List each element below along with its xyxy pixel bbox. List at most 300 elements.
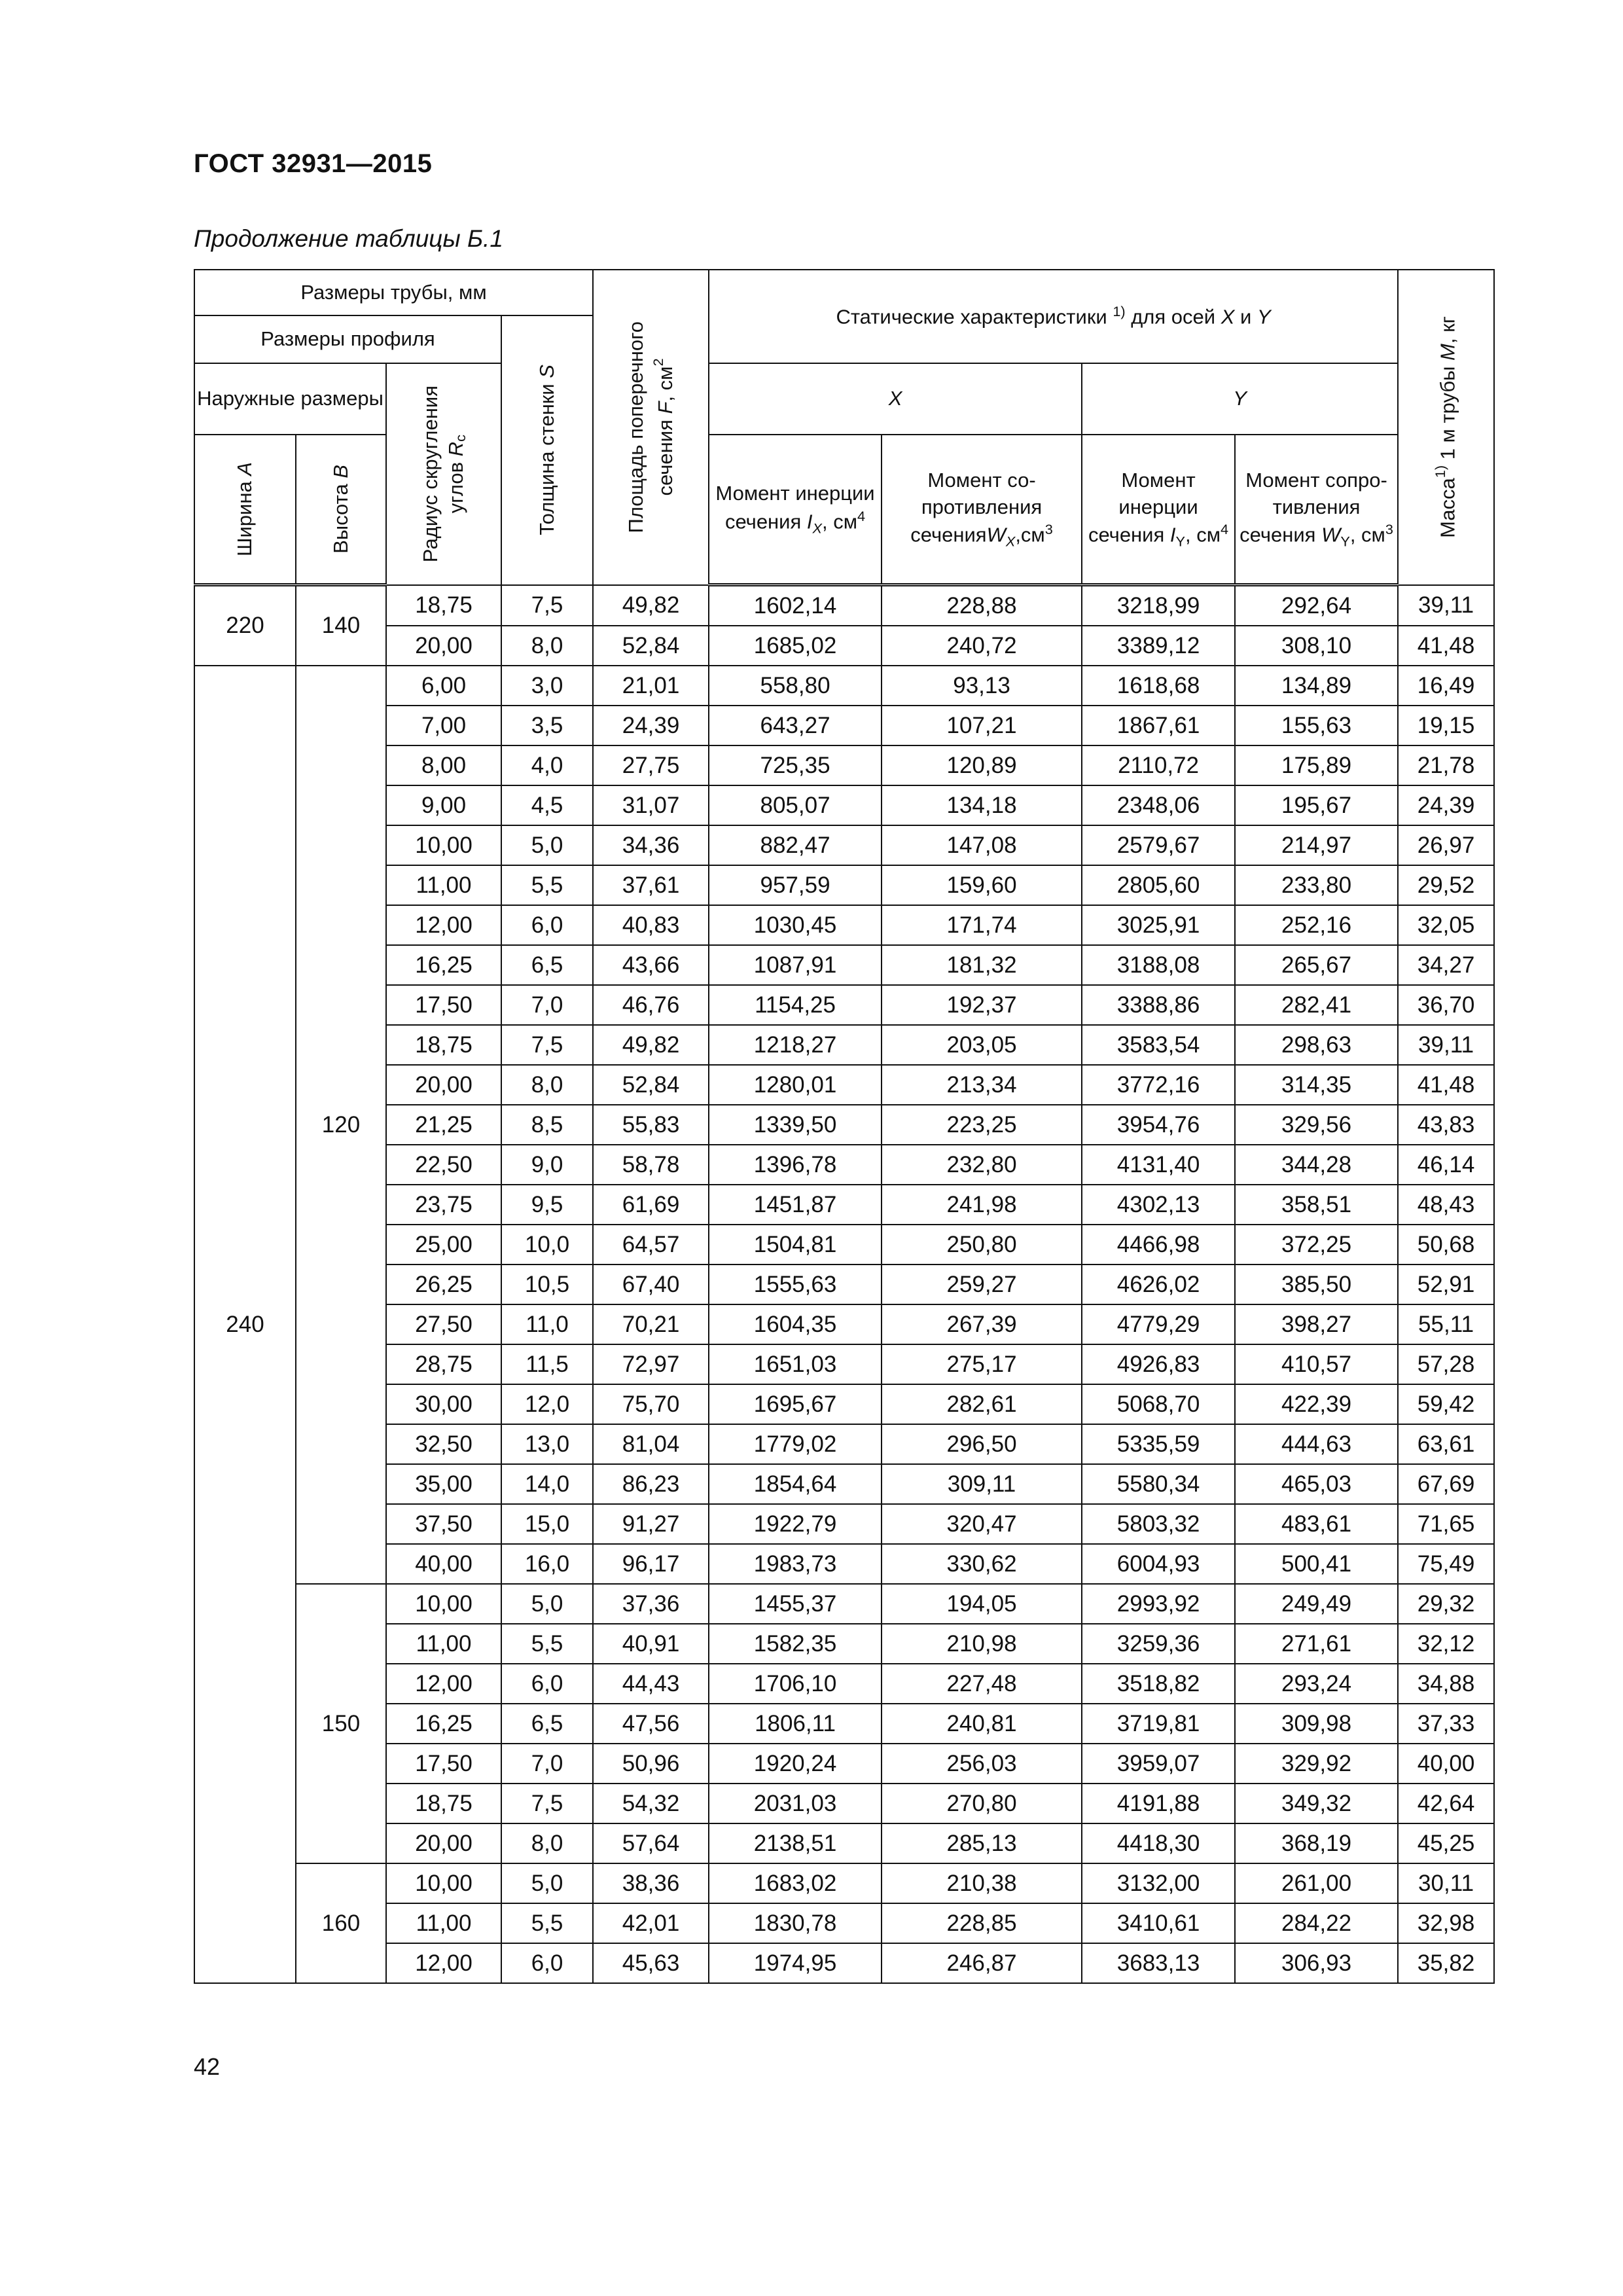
table-cell: 1922,79	[709, 1504, 882, 1544]
table-cell: 246,87	[882, 1943, 1082, 1983]
radius-sub: c	[452, 435, 469, 442]
table-cell: 22,50	[386, 1145, 501, 1185]
table-cell: 12,0	[501, 1384, 593, 1424]
header-mass	[1398, 270, 1494, 585]
table-cell: 1455,37	[709, 1584, 882, 1624]
table-cell: 240,72	[882, 626, 1082, 666]
table-cell: 344,28	[1235, 1145, 1398, 1185]
table-cell: 54,32	[593, 1784, 709, 1823]
table-cell: 55,83	[593, 1105, 709, 1145]
table-cell: 11,5	[501, 1344, 593, 1384]
table-cell: 16,49	[1398, 666, 1494, 706]
table-cell: 4191,88	[1082, 1784, 1235, 1823]
table-cell: 40,00	[386, 1544, 501, 1584]
header-modulus-x	[882, 435, 1082, 585]
table-cell: 3259,36	[1082, 1624, 1235, 1664]
table-cell: 292,64	[1235, 585, 1398, 626]
table-cell: 5,5	[501, 1903, 593, 1943]
table-cell: 52,91	[1398, 1265, 1494, 1304]
wx-text: Момент со-противления сечения	[910, 469, 1043, 547]
table-cell: 1555,63	[709, 1265, 882, 1304]
table-cell: 6,0	[501, 1664, 593, 1704]
table-cell: 155,63	[1235, 706, 1398, 745]
table-cell: 20,00	[386, 1823, 501, 1863]
table-cell: 36,70	[1398, 985, 1494, 1025]
table-cell: 8,5	[501, 1105, 593, 1145]
table-cell: 64,57	[593, 1225, 709, 1265]
table-cell: 23,75	[386, 1185, 501, 1225]
table-cell: 35,82	[1398, 1943, 1494, 1983]
area-var: F	[653, 401, 677, 414]
table-cell: 52,84	[593, 626, 709, 666]
table-cell: 96,17	[593, 1544, 709, 1584]
table-cell: 308,10	[1235, 626, 1398, 666]
table-cell: 9,5	[501, 1185, 593, 1225]
table-row	[194, 865, 1494, 905]
table-cell: 24,39	[593, 706, 709, 745]
table-cell: 252,16	[1235, 905, 1398, 945]
header-static-characteristics	[709, 270, 1398, 363]
table-cell: 5,0	[501, 1584, 593, 1624]
table-cell: 309,11	[882, 1464, 1082, 1504]
table-cell: 259,27	[882, 1265, 1082, 1304]
table-cell: 46,14	[1398, 1145, 1494, 1185]
table-cell: 1706,10	[709, 1664, 882, 1704]
table-cell: 34,27	[1398, 945, 1494, 985]
table-cell: 28,75	[386, 1344, 501, 1384]
table-cell: 32,05	[1398, 905, 1494, 945]
pipe-specification-table	[194, 269, 1495, 1984]
table-cell: 296,50	[882, 1424, 1082, 1464]
table-cell: 1683,02	[709, 1863, 882, 1903]
table-cell: 30,00	[386, 1384, 501, 1424]
table-cell: 12,00	[386, 1943, 501, 1983]
table-row	[194, 1624, 1494, 1664]
table-cell: 27,50	[386, 1304, 501, 1344]
table-cell: 21,78	[1398, 745, 1494, 785]
table-cell: 11,00	[386, 865, 501, 905]
table-row	[194, 745, 1494, 785]
table-row	[194, 1265, 1494, 1304]
table-cell: 385,50	[1235, 1265, 1398, 1304]
table-cell: 39,11	[1398, 1025, 1494, 1065]
radius-line1: Радиус скругления	[418, 386, 442, 563]
iy-text: Момент инерции сечения	[1088, 469, 1198, 547]
table-cell: 29,52	[1398, 865, 1494, 905]
page-number: 42	[194, 2053, 221, 2080]
table-cell: 3,5	[501, 706, 593, 745]
table-cell: 1602,14	[709, 585, 882, 626]
header-wall-thickness	[501, 315, 593, 585]
ix-text: Момент инерции сечения	[715, 482, 875, 533]
header-corner-radius	[386, 363, 501, 585]
table-cell: 195,67	[1235, 785, 1398, 825]
table-cell: 4,0	[501, 745, 593, 785]
table-cell: 1983,73	[709, 1544, 882, 1584]
mass-unit: , кг	[1436, 316, 1459, 344]
table-cell: 7,0	[501, 985, 593, 1025]
table-cell: 7,5	[501, 585, 593, 626]
header-inertia-x	[709, 435, 882, 585]
static-prefix: Статические характеристики	[836, 305, 1113, 329]
table-cell: 285,13	[882, 1823, 1082, 1863]
table-cell: 67,40	[593, 1265, 709, 1304]
table-cell: 4926,83	[1082, 1344, 1235, 1384]
table-cell: 1779,02	[709, 1424, 882, 1464]
header-modulus-y	[1235, 435, 1398, 585]
table-cell: 57,64	[593, 1823, 709, 1863]
table-cell: 213,34	[882, 1065, 1082, 1105]
table-cell: 21,25	[386, 1105, 501, 1145]
table-cell: 194,05	[882, 1584, 1082, 1624]
table-cell: 330,62	[882, 1544, 1082, 1584]
table-cell: 4626,02	[1082, 1265, 1235, 1304]
table-cell: 7,00	[386, 706, 501, 745]
table-row	[194, 1384, 1494, 1424]
table-cell: 267,39	[882, 1304, 1082, 1344]
table-row	[194, 626, 1494, 666]
table-row	[194, 1225, 1494, 1265]
table-cell: 805,07	[709, 785, 882, 825]
table-cell: 249,49	[1235, 1584, 1398, 1624]
table-cell: 1451,87	[709, 1185, 882, 1225]
table-cell: 49,82	[593, 1025, 709, 1065]
table-cell: 3188,08	[1082, 945, 1235, 985]
wx-var: W	[986, 523, 1006, 547]
table-cell: 57,28	[1398, 1344, 1494, 1384]
ix-var: I	[806, 510, 813, 533]
table-cell: 270,80	[882, 1784, 1082, 1823]
table-cell: 1685,02	[709, 626, 882, 666]
table-cell: 2993,92	[1082, 1584, 1235, 1624]
table-row	[194, 1584, 1494, 1624]
table-cell: 1974,95	[709, 1943, 882, 1983]
table-cell: 29,32	[1398, 1584, 1494, 1624]
table-cell: 43,83	[1398, 1105, 1494, 1145]
table-cell: 120,89	[882, 745, 1082, 785]
table-cell: 52,84	[593, 1065, 709, 1105]
table-cell: 16,25	[386, 1704, 501, 1744]
wx-sub: X	[1005, 533, 1016, 550]
table-cell: 40,00	[1398, 1744, 1494, 1784]
table-cell: 3772,16	[1082, 1065, 1235, 1105]
table-cell: 957,59	[709, 865, 882, 905]
table-cell: 5,0	[501, 1863, 593, 1903]
height-group-cell: 120	[296, 666, 386, 1584]
radius-prefix: углов	[444, 456, 467, 514]
table-cell: 5,5	[501, 865, 593, 905]
table-cell: 5335,59	[1082, 1424, 1235, 1464]
table-cell: 32,98	[1398, 1903, 1494, 1943]
radius-var: R	[444, 442, 467, 457]
table-cell: 147,08	[882, 825, 1082, 865]
table-cell: 21,01	[593, 666, 709, 706]
table-cell: 410,57	[1235, 1344, 1398, 1384]
table-cell: 282,41	[1235, 985, 1398, 1025]
table-cell: 159,60	[882, 865, 1082, 905]
table-cell: 309,98	[1235, 1704, 1398, 1744]
table-cell: 265,67	[1235, 945, 1398, 985]
table-cell: 4,5	[501, 785, 593, 825]
table-cell: 10,5	[501, 1265, 593, 1304]
width-prefix: Ширина	[233, 475, 257, 556]
table-cell: 3132,00	[1082, 1863, 1235, 1903]
table-row	[194, 1943, 1494, 1983]
width-var: A	[233, 462, 257, 476]
table-cell: 12,00	[386, 905, 501, 945]
table-cell: 41,48	[1398, 1065, 1494, 1105]
table-cell: 6,0	[501, 1943, 593, 1983]
header-profile-sizes: Размеры профиля	[194, 315, 501, 363]
table-row	[194, 1145, 1494, 1185]
table-cell: 3025,91	[1082, 905, 1235, 945]
table-cell: 6,5	[501, 1704, 593, 1744]
header-outer-sizes: Наружные размеры	[194, 363, 386, 435]
table-cell: 4466,98	[1082, 1225, 1235, 1265]
table-row	[194, 1065, 1494, 1105]
table-cell: 43,66	[593, 945, 709, 985]
table-cell: 30,11	[1398, 1863, 1494, 1903]
height-var: B	[329, 465, 352, 478]
table-cell: 1920,24	[709, 1744, 882, 1784]
table-cell: 5068,70	[1082, 1384, 1235, 1424]
wy-sup: 3	[1385, 520, 1393, 537]
table-row	[194, 1105, 1494, 1145]
static-y: Y	[1257, 305, 1271, 329]
table-cell: 134,89	[1235, 666, 1398, 706]
table-cell: 4302,13	[1082, 1185, 1235, 1225]
wall-var: S	[535, 365, 558, 378]
table-cell: 181,32	[882, 945, 1082, 985]
table-cell: 9,0	[501, 1145, 593, 1185]
table-cell: 261,00	[1235, 1863, 1398, 1903]
table-cell: 3954,76	[1082, 1105, 1235, 1145]
table-row	[194, 706, 1494, 745]
table-cell: 17,50	[386, 985, 501, 1025]
table-cell: 223,25	[882, 1105, 1082, 1145]
table-cell: 882,47	[709, 825, 882, 865]
table-cell: 3388,86	[1082, 985, 1235, 1025]
table-cell: 4131,40	[1082, 1145, 1235, 1185]
table-cell: 1806,11	[709, 1704, 882, 1744]
table-cell: 12,00	[386, 1664, 501, 1704]
table-cell: 8,0	[501, 626, 593, 666]
table-cell: 500,41	[1235, 1544, 1398, 1584]
header-height	[296, 435, 386, 585]
table-caption: Продолжение таблицы Б.1	[194, 225, 503, 252]
table-row	[194, 1424, 1494, 1464]
height-group-cell: 160	[296, 1863, 386, 1983]
header-axis-y: Y	[1082, 363, 1398, 435]
table-cell: 91,27	[593, 1504, 709, 1544]
table-cell: 210,38	[882, 1863, 1082, 1903]
table-cell: 81,04	[593, 1424, 709, 1464]
table-cell: 271,61	[1235, 1624, 1398, 1664]
table-cell: 3583,54	[1082, 1025, 1235, 1065]
table-cell: 13,0	[501, 1424, 593, 1464]
table-cell: 11,00	[386, 1624, 501, 1664]
table-cell: 41,48	[1398, 626, 1494, 666]
table-cell: 67,69	[1398, 1464, 1494, 1504]
table-cell: 250,80	[882, 1225, 1082, 1265]
table-row	[194, 1784, 1494, 1823]
table-cell: 444,63	[1235, 1424, 1398, 1464]
table-cell: 3683,13	[1082, 1943, 1235, 1983]
table-cell: 2579,67	[1082, 825, 1235, 865]
table-cell: 18,75	[386, 1025, 501, 1065]
table-cell: 45,25	[1398, 1823, 1494, 1863]
table-cell: 5,0	[501, 825, 593, 865]
table-cell: 32,50	[386, 1424, 501, 1464]
table-cell: 34,36	[593, 825, 709, 865]
table-cell: 1854,64	[709, 1464, 882, 1504]
width-group-cell: 220	[194, 585, 296, 666]
table-cell: 3518,82	[1082, 1664, 1235, 1704]
table-cell: 15,0	[501, 1504, 593, 1544]
table-cell: 3,0	[501, 666, 593, 706]
table-cell: 1651,03	[709, 1344, 882, 1384]
width-group-cell: 240	[194, 666, 296, 1983]
table-cell: 241,98	[882, 1185, 1082, 1225]
table-cell: 20,00	[386, 1065, 501, 1105]
table-row	[194, 1304, 1494, 1344]
table-cell: 42,01	[593, 1903, 709, 1943]
table-cell: 282,61	[882, 1384, 1082, 1424]
height-prefix: Высота	[329, 478, 352, 554]
table-row	[194, 1823, 1494, 1863]
table-cell: 3719,81	[1082, 1704, 1235, 1744]
table-cell: 39,11	[1398, 585, 1494, 626]
table-cell: 16,25	[386, 945, 501, 985]
iy-unit: , см	[1185, 523, 1221, 547]
wy-var: W	[1321, 523, 1341, 547]
table-cell: 48,43	[1398, 1185, 1494, 1225]
table-cell: 329,56	[1235, 1105, 1398, 1145]
area-sup: 2	[649, 358, 666, 367]
table-cell: 1339,50	[709, 1105, 882, 1145]
ix-unit: , см	[822, 510, 858, 533]
header-inertia-y	[1082, 435, 1235, 585]
ix-sup: 4	[857, 507, 866, 524]
static-sup: 1)	[1113, 303, 1126, 320]
table-cell: 1396,78	[709, 1145, 882, 1185]
table-cell: 35,00	[386, 1464, 501, 1504]
area-prefix: сечения	[653, 414, 677, 496]
table-cell: 58,78	[593, 1145, 709, 1185]
table-cell: 37,50	[386, 1504, 501, 1544]
table-cell: 10,0	[501, 1225, 593, 1265]
table-cell: 27,75	[593, 745, 709, 785]
table-row	[194, 1025, 1494, 1065]
table-cell: 6,5	[501, 945, 593, 985]
table-row	[194, 1903, 1494, 1943]
table-cell: 1867,61	[1082, 706, 1235, 745]
table-row	[194, 585, 1494, 626]
table-cell: 1218,27	[709, 1025, 882, 1065]
table-cell: 558,80	[709, 666, 882, 706]
table-row	[194, 985, 1494, 1025]
table-cell: 45,63	[593, 1943, 709, 1983]
table-cell: 16,0	[501, 1544, 593, 1584]
table-cell: 1695,67	[709, 1384, 882, 1424]
table-cell: 2138,51	[709, 1823, 882, 1863]
iy-sub: Y	[1175, 533, 1185, 550]
table-cell: 38,36	[593, 1863, 709, 1903]
table-cell: 50,96	[593, 1744, 709, 1784]
mass-var: M	[1436, 344, 1459, 361]
table-cell: 1504,81	[709, 1225, 882, 1265]
table-cell: 228,85	[882, 1903, 1082, 1943]
table-cell: 422,39	[1235, 1384, 1398, 1424]
static-mid: для осей	[1125, 305, 1221, 329]
table-cell: 240,81	[882, 1704, 1082, 1744]
table-cell: 50,68	[1398, 1225, 1494, 1265]
iy-var: I	[1169, 523, 1176, 547]
table-cell: 49,82	[593, 585, 709, 626]
table-cell: 25,00	[386, 1225, 501, 1265]
table-cell: 227,48	[882, 1664, 1082, 1704]
mass-sup: 1)	[1432, 465, 1448, 478]
table-cell: 31,07	[593, 785, 709, 825]
table-cell: 46,76	[593, 985, 709, 1025]
table-cell: 3218,99	[1082, 585, 1235, 626]
height-group-cell: 150	[296, 1584, 386, 1863]
table-cell: 1087,91	[709, 945, 882, 985]
table-cell: 306,93	[1235, 1943, 1398, 1983]
table-row	[194, 1504, 1494, 1544]
static-x: X	[1221, 305, 1235, 329]
table-row	[194, 1464, 1494, 1504]
table-cell: 59,42	[1398, 1384, 1494, 1424]
table-cell: 11,0	[501, 1304, 593, 1344]
table-cell: 256,03	[882, 1744, 1082, 1784]
table-cell: 34,88	[1398, 1664, 1494, 1704]
height-group-cell: 140	[296, 585, 386, 666]
table-cell: 6,00	[386, 666, 501, 706]
table-cell: 4418,30	[1082, 1823, 1235, 1863]
header-width	[194, 435, 296, 585]
table-cell: 3389,12	[1082, 626, 1235, 666]
document-title: ГОСТ 32931—2015	[194, 149, 433, 178]
table-cell: 275,17	[882, 1344, 1082, 1384]
table-row	[194, 825, 1494, 865]
mass-prefix: Масса	[1436, 478, 1459, 539]
table-cell: 398,27	[1235, 1304, 1398, 1344]
table-cell: 72,97	[593, 1344, 709, 1384]
table-row	[194, 945, 1494, 985]
table-cell: 1582,35	[709, 1624, 882, 1664]
table-cell: 6,0	[501, 905, 593, 945]
table-cell: 3410,61	[1082, 1903, 1235, 1943]
ix-sub: X	[812, 520, 822, 537]
table-cell: 9,00	[386, 785, 501, 825]
table-cell: 24,39	[1398, 785, 1494, 825]
table-cell: 10,00	[386, 1584, 501, 1624]
wx-sup: 3	[1044, 520, 1053, 537]
table-cell: 5,5	[501, 1624, 593, 1664]
table-cell: 203,05	[882, 1025, 1082, 1065]
table-cell: 368,19	[1235, 1823, 1398, 1863]
table-cell: 55,11	[1398, 1304, 1494, 1344]
table-cell: 2110,72	[1082, 745, 1235, 785]
iy-sup: 4	[1221, 520, 1229, 537]
table-row	[194, 1344, 1494, 1384]
table-cell: 233,80	[1235, 865, 1398, 905]
table-cell: 134,18	[882, 785, 1082, 825]
table-cell: 6004,93	[1082, 1544, 1235, 1584]
table-cell: 643,27	[709, 706, 882, 745]
header-axis-x: X	[709, 363, 1082, 435]
